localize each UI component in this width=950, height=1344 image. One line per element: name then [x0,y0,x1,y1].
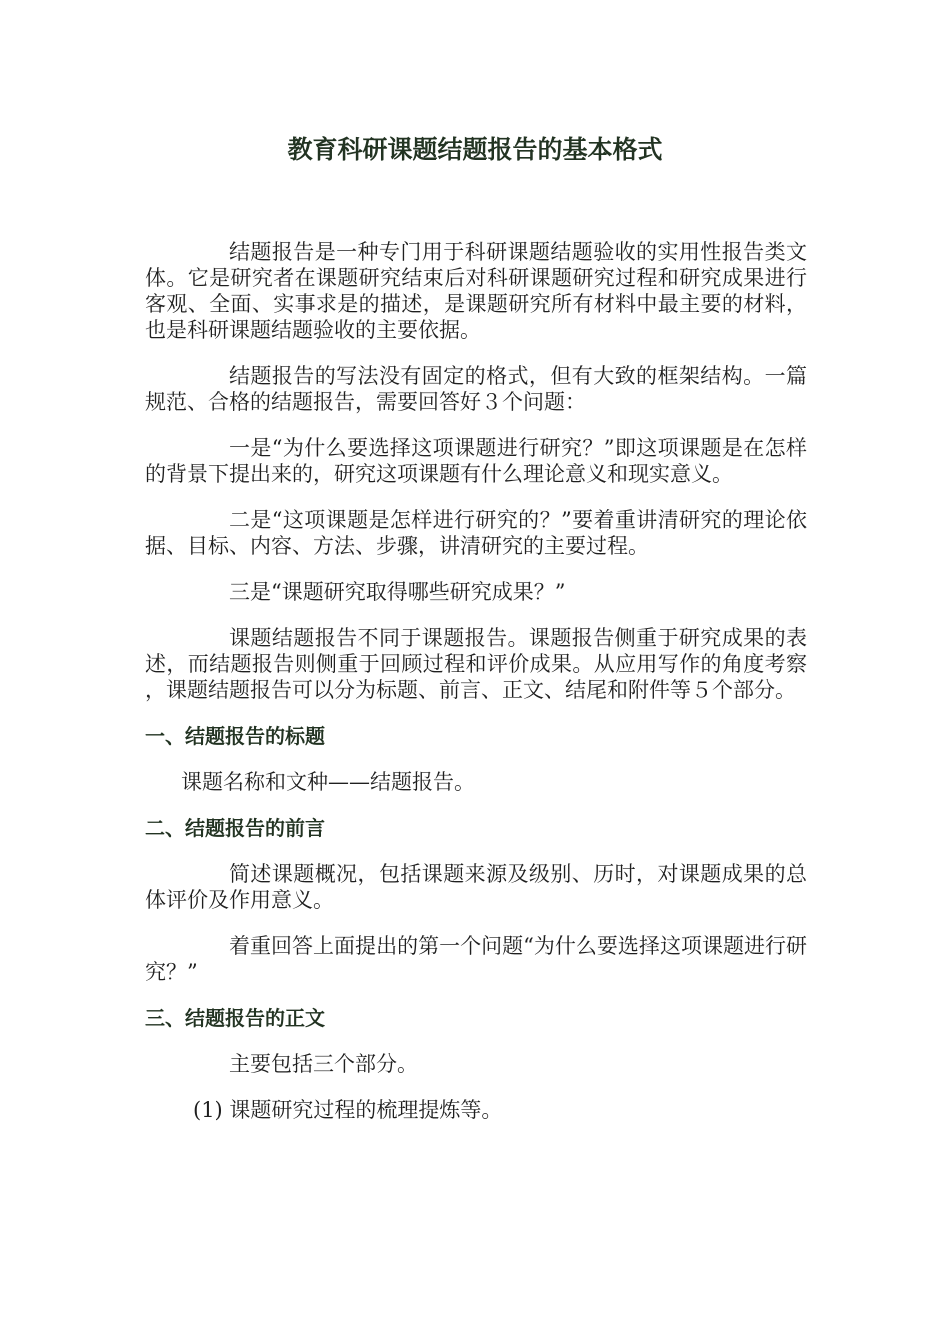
section-heading-main-body: 三、结题报告的正文 [145,1006,325,1030]
intro-paragraph-4: 二是“这项课题是怎样进行研究的？”要着重讲清研究的理论依据、目标、内容、方法、步骤，讲清研究的主要过程。 [145,508,807,558]
preface-paragraph-1: 简述课题概况，包括课题来源及级别、历时，对课题成果的总体评价及作用意义。 [145,862,807,912]
section-title-text: 课题名称和文种——结题报告。 [181,770,475,794]
document-body [145,239,807,1143]
intro-paragraph-1: 结题报告是一种专门用于科研课题结题验收的实用性报告类文体。它是研究者在课题研究结束后对科研课题研究过程和研究成果进行客观、全面、实事求是的描述，是课题研究所有材料中最主要的材料，也是科研课题结题验收的主要依据。 [145,240,807,342]
main-body-paragraph-1: 主要包括三个部分。 [229,1052,418,1076]
section-heading-title: 一、结题报告的标题 [145,724,325,748]
preface-paragraph-2: 着重回答上面提出的第一个问题“为什么要选择这项课题进行研究？” [145,934,807,984]
section-heading-preface: 二、结题报告的前言 [145,816,325,840]
intro-paragraph-2: 结题报告的写法没有固定的格式，但有大致的框架结构。一篇规范、合格的结题报告，需要回答好３个问题： [145,364,807,414]
intro-paragraph-5: 三是“课题研究取得哪些研究成果？” [229,580,566,604]
intro-paragraph-3: 一是“为什么要选择这项课题进行研究？”即这项课题是在怎样的背景下提出来的，研究这项课题有什么理论意义和现实意义。 [145,436,807,486]
main-body-list-item-1: (1) 课题研究过程的梳理提炼等。 [193,1098,503,1122]
document-title: 教育科研课题结题报告的基本格式 [287,135,663,164]
intro-paragraph-6: 课题结题报告不同于课题报告。课题报告侧重于研究成果的表述，而结题报告则侧重于回顾过程和评价成果。从应用写作的角度考察，课题结题报告可以分为标题、前言、正文、结尾和附件等５个部分。 [145,626,807,702]
